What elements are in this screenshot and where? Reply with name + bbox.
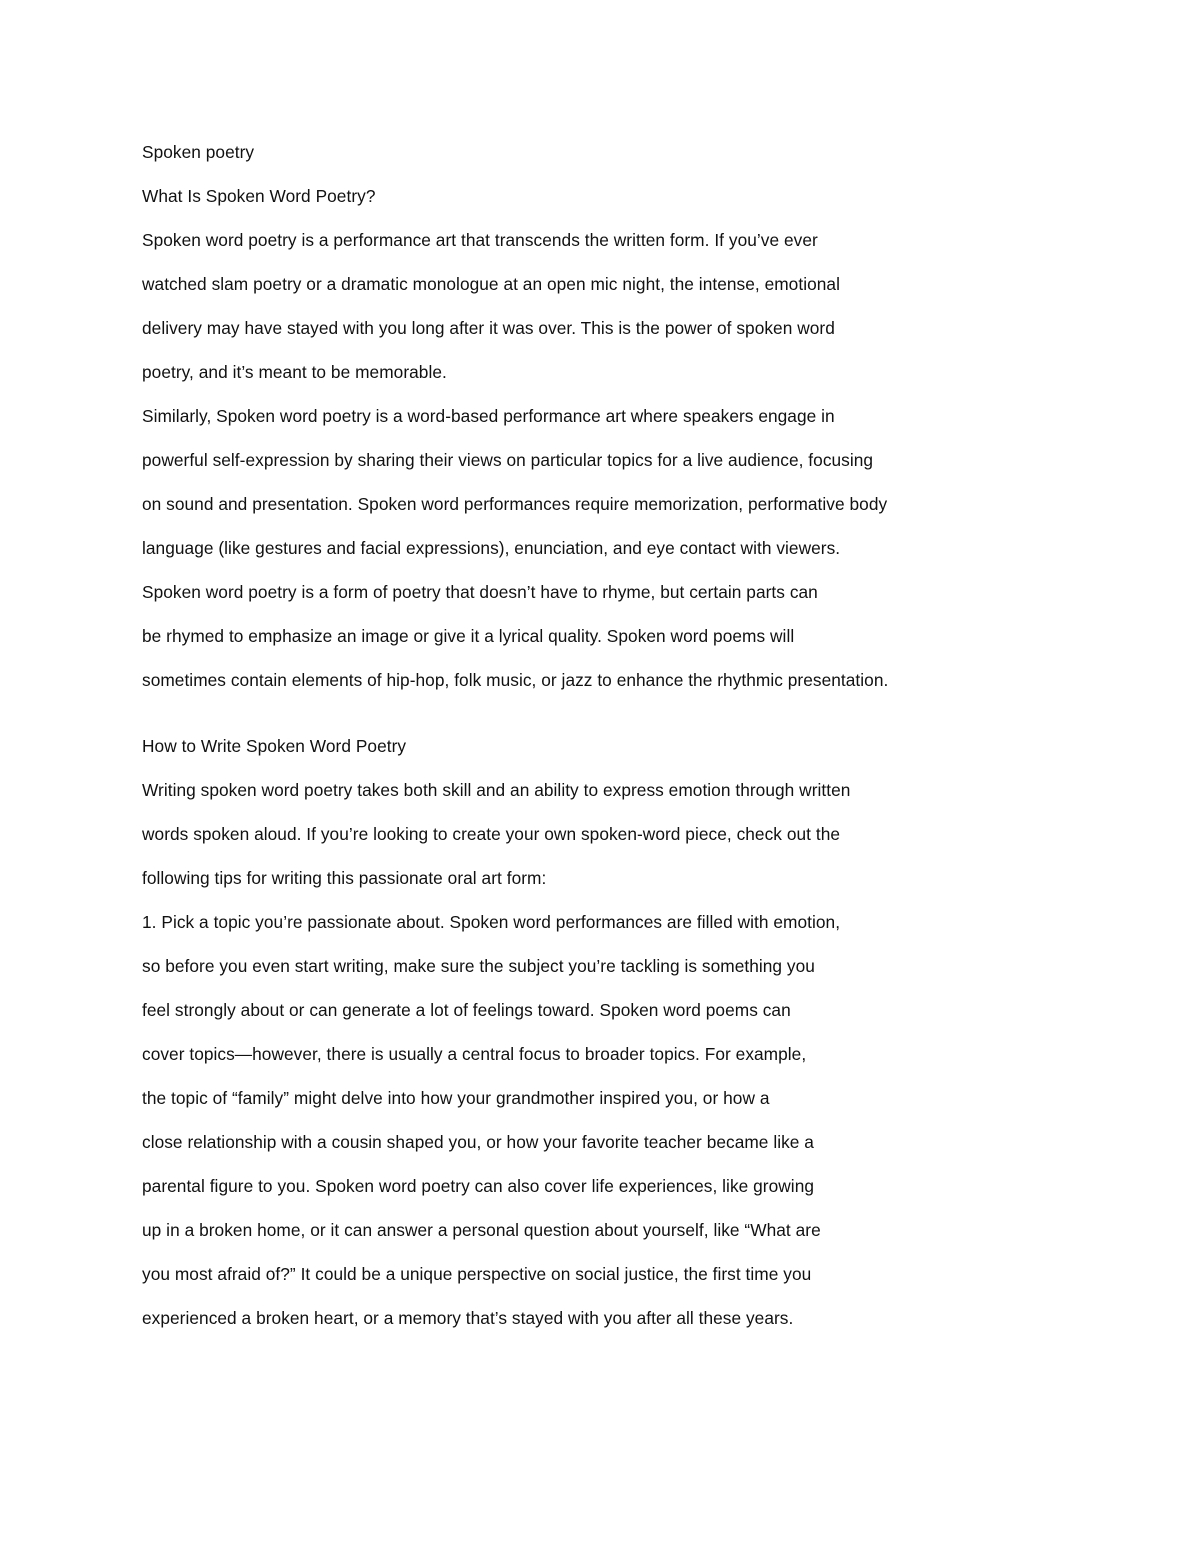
- text-line: close relationship with a cousin shaped you, or how your favorite teacher became like a: [142, 1132, 814, 1152]
- text-line: up in a broken home, or it can answer a personal question about yourself, like “What are: [142, 1220, 821, 1240]
- text-line: powerful self-expression by sharing their views on particular topics for a live audience, focusing: [142, 450, 874, 470]
- text-line: parental figure to you. Spoken word poetry can also cover life experiences, like growing: [142, 1176, 815, 1196]
- text-line: the topic of “family” might delve into how your grandmother inspired you, or how a: [142, 1088, 770, 1108]
- text-line: be rhymed to emphasize an image or give it a lyrical quality. Spoken word poems will: [142, 626, 795, 646]
- text-line: Writing spoken word poetry takes both skill and an ability to express emotion through written: [142, 780, 851, 800]
- text-line: following tips for writing this passionate oral art form:: [142, 868, 547, 888]
- text-line: 1. Pick a topic you’re passionate about. Spoken word performances are filled with emotion,: [142, 912, 841, 932]
- section-heading-how-to-write: How to Write Spoken Word Poetry: [142, 736, 407, 756]
- text-line: Spoken word poetry is a performance art that transcends the written form. If you’ve ever: [142, 230, 818, 250]
- section2-paragraph: [142, 779, 1042, 1329]
- text-line: words spoken aloud. If you’re looking to create your own spoken-word piece, check out the: [142, 824, 841, 844]
- text-line: feel strongly about or can generate a lot of feelings toward. Spoken word poems can: [142, 1000, 791, 1020]
- text-line: sometimes contain elements of hip-hop, folk music, or jazz to enhance the rhythmic presentation.: [142, 670, 889, 690]
- text-line: you most afraid of?” It could be a unique perspective on social justice, the first time you: [142, 1264, 812, 1284]
- text-line: language (like gestures and facial expressions), enunciation, and eye contact with viewers.: [142, 538, 841, 558]
- text-line: delivery may have stayed with you long after it was over. This is the power of spoken word: [142, 318, 835, 338]
- text-line: experienced a broken heart, or a memory that’s stayed with you after all these years.: [142, 1308, 794, 1328]
- section1-paragraph: [142, 229, 1042, 691]
- document-title: Spoken poetry: [142, 142, 255, 162]
- text-line: so before you even start writing, make sure the subject you’re tackling is something you: [142, 956, 815, 976]
- text-line: watched slam poetry or a dramatic monologue at an open mic night, the intense, emotional: [142, 274, 840, 294]
- text-line: Similarly, Spoken word poetry is a word-based performance art where speakers engage in: [142, 406, 835, 426]
- blank-line: [142, 691, 1042, 735]
- text-line: on sound and presentation. Spoken word performances require memorization, performative body: [142, 494, 888, 514]
- text-line: Spoken word poetry is a form of poetry that doesn’t have to rhyme, but certain parts can: [142, 582, 818, 602]
- text-line: poetry, and it’s meant to be memorable.: [142, 362, 447, 382]
- text-line: cover topics—however, there is usually a central focus to broader topics. For example,: [142, 1044, 807, 1064]
- section-heading-what-is: What Is Spoken Word Poetry?: [142, 186, 376, 206]
- document-body: [142, 141, 1042, 1329]
